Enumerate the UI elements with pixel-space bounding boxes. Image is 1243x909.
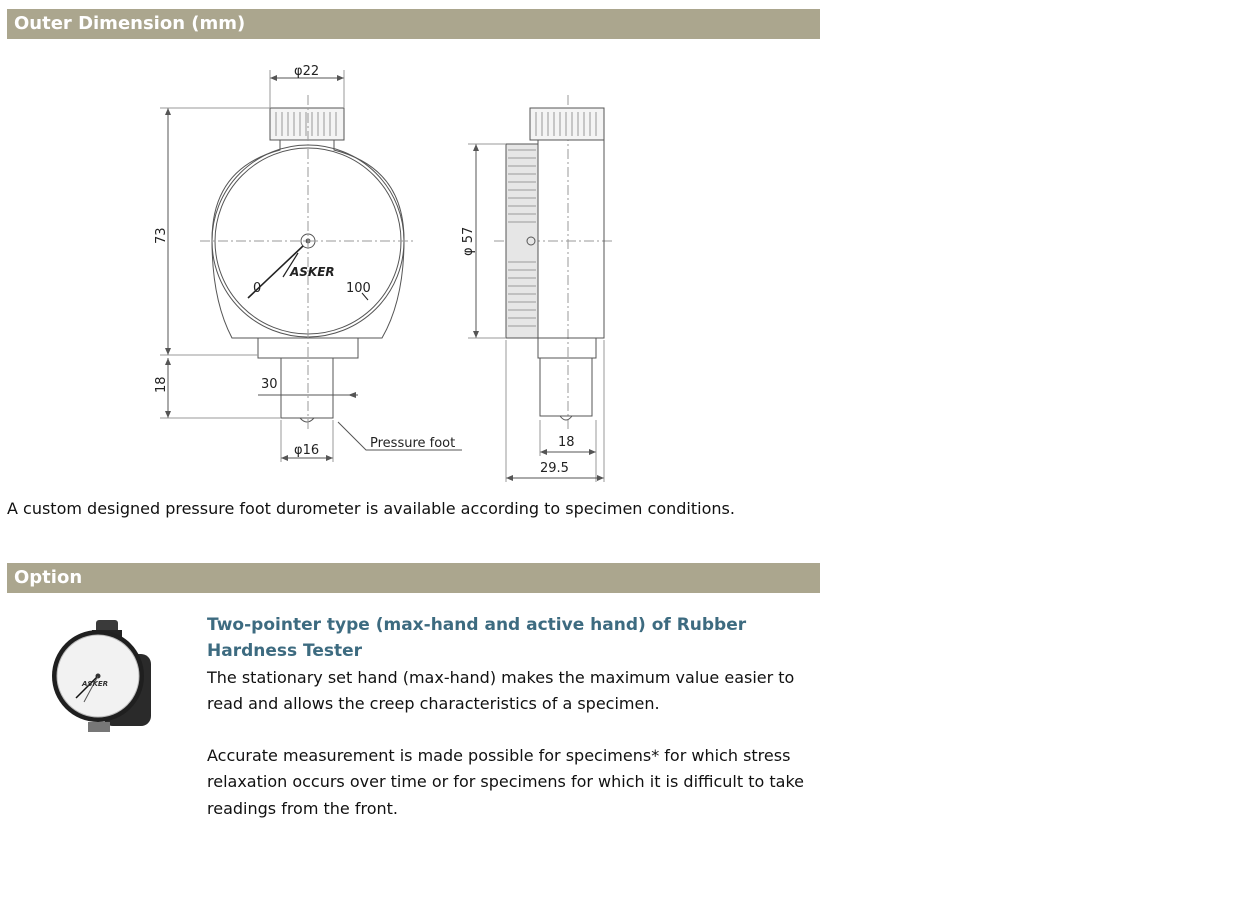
brand-logo: ASKER [290,265,335,279]
label-phi22: φ22 [294,64,320,79]
side-knob [530,108,604,140]
dial-hundred: 100 [346,281,371,296]
label-18-bottom: 18 [558,435,575,450]
side-bezel [506,144,538,338]
option-paragraph-2: Accurate measurement is made possible for specimens* for which stress relaxation occurs over time or for specimens for which it is difficult to take readings from the front. [207,746,804,818]
label-29-5: 29.5 [540,461,569,476]
outer-dimension-drawing [150,55,620,487]
label-18-left: 18 [154,376,169,393]
section-header-outer-dimension: Outer Dimension (mm) [7,9,820,39]
option-description [207,612,819,822]
side-base [538,338,596,358]
product-image [48,614,158,738]
front-knob [270,108,344,140]
section-header-option: Option [7,563,820,593]
caption-text: A custom designed pressure foot durometer is available according to specimen conditions. [7,499,735,518]
side-body [538,140,604,338]
front-foot [281,358,333,418]
option-paragraph-1: The stationary set hand (max-hand) makes the maximum value easier to read and allows the creep characteristics of a specimen. [207,667,795,713]
label-phi57: φ 57 [461,226,476,256]
label-phi16: φ16 [294,443,320,458]
option-title: Two-pointer type (max-hand and active hand) of Rubber Hardness Tester [207,615,747,662]
label-30: 30 [261,377,278,392]
product-brand: ASKER [82,680,109,688]
label-pressure-foot: Pressure foot [370,436,456,451]
label-73: 73 [154,227,169,244]
dial-zero: 0 [253,281,262,296]
